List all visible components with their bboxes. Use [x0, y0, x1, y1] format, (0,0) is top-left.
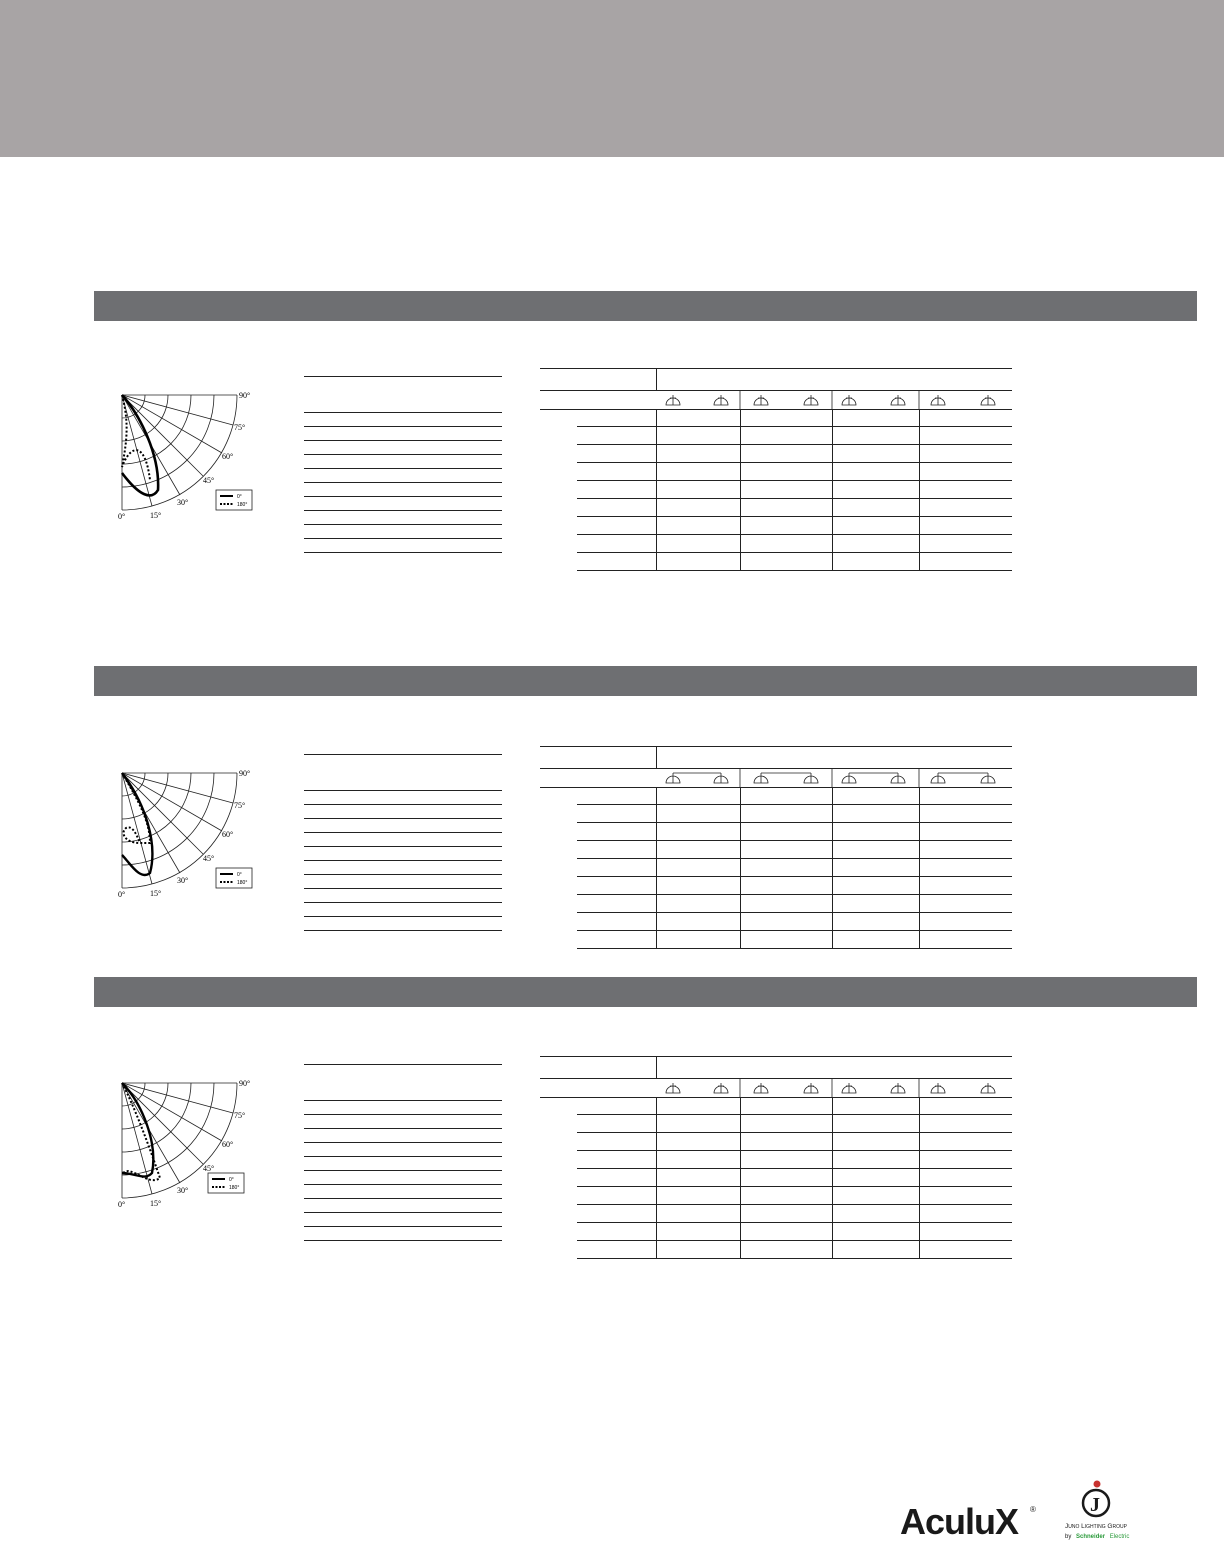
angle-label-60: 60°: [222, 1140, 234, 1149]
table-row: [577, 841, 1012, 859]
curve-180-degree: [122, 395, 150, 480]
polar-distribution-chart-1: [100, 385, 270, 535]
table-row: [304, 805, 502, 819]
section-bar-1: [94, 291, 1197, 321]
table-row: [577, 1241, 1012, 1259]
angle-label-75: 75°: [234, 1111, 246, 1120]
table-row: [304, 1185, 502, 1199]
angle-label-30: 30°: [177, 1186, 189, 1195]
table-row: [304, 917, 502, 931]
angle-label-75: 75°: [234, 423, 246, 432]
fixture-icons: [656, 769, 1012, 787]
angle-label-0: 0°: [118, 890, 126, 899]
table-row: [577, 481, 1012, 499]
section-bar-2: [94, 666, 1197, 696]
spacing-table-header: [540, 746, 1012, 769]
table-row: [577, 1205, 1012, 1223]
table-row: [577, 877, 1012, 895]
angle-label-90: 90°: [239, 769, 251, 778]
table-row: [577, 1151, 1012, 1169]
legend-label-0: 0°: [237, 494, 242, 500]
table-row: [304, 413, 502, 427]
group-logo-by: by: [1065, 1534, 1072, 1540]
group-logo-dot: [1094, 1481, 1101, 1488]
spacing-table-header: [540, 368, 1012, 391]
table-row: [304, 469, 502, 483]
table-row: [577, 517, 1012, 535]
table-row: [577, 823, 1012, 841]
top-header-band: [0, 0, 1224, 157]
curve-180-degree: [122, 773, 150, 843]
fixture-icons-row: [540, 1078, 1012, 1098]
table-row: [577, 913, 1012, 931]
curve-0-degree: [122, 1083, 153, 1177]
table-row: [577, 463, 1012, 481]
fixture-icons-row: [540, 768, 1012, 788]
table-row: [577, 1187, 1012, 1205]
table-row: [304, 1157, 502, 1171]
spacing-grid: [577, 409, 1012, 571]
angle-label-15: 15°: [150, 511, 162, 520]
table-row: [577, 1133, 1012, 1151]
spacing-table-2: [540, 746, 1012, 950]
table-row: [577, 499, 1012, 517]
group-logo-schneider: Schneider: [1076, 1534, 1106, 1540]
table-row: [304, 455, 502, 469]
table-row: [304, 1143, 502, 1157]
table-row: [577, 427, 1012, 445]
angle-label-60: 60°: [222, 830, 234, 839]
curve-0-degree: [122, 395, 158, 495]
table-row: [304, 511, 502, 525]
angle-label-45: 45°: [203, 1164, 215, 1173]
angle-label-45: 45°: [203, 476, 215, 485]
candela-table-header: [304, 1064, 502, 1101]
section-bar-3: [94, 977, 1197, 1007]
brand-logos: [900, 1478, 1140, 1542]
legend-label-180: 180°: [237, 880, 248, 886]
angle-label-60: 60°: [222, 452, 234, 461]
legend-label-0: 0°: [229, 1177, 234, 1183]
chart-legend: [216, 868, 252, 888]
group-logo-line1: Juno Lighting Group: [1065, 1523, 1127, 1530]
table-row: [577, 409, 1012, 427]
angle-label-15: 15°: [150, 1199, 162, 1208]
spacing-grid: [577, 787, 1012, 949]
chart-legend: [208, 1173, 244, 1193]
fixture-icons: [656, 1079, 1012, 1097]
table-row: [577, 553, 1012, 571]
fixture-icons: [656, 391, 1012, 409]
table-row: [577, 1169, 1012, 1187]
table-row: [304, 427, 502, 441]
table-row: [304, 861, 502, 875]
table-row: [304, 889, 502, 903]
table-row: [577, 1115, 1012, 1133]
legend-label-180: 180°: [229, 1185, 240, 1191]
table-row: [304, 1101, 502, 1115]
group-logo-letter: J: [1090, 1494, 1100, 1516]
table-row: [577, 1223, 1012, 1241]
svg-text:by Schneider Elect: [1065, 1534, 1129, 1540]
curve-180-degree: [122, 1083, 160, 1180]
table-row: [577, 931, 1012, 949]
candela-table-3: [304, 1064, 502, 1241]
table-row: [304, 903, 502, 917]
chart-legend: [216, 490, 252, 510]
fixture-icons-row: [540, 390, 1012, 410]
registered-mark: ®: [1030, 1505, 1036, 1514]
legend-label-0: 0°: [237, 872, 242, 878]
table-row: [577, 445, 1012, 463]
table-row: [577, 1097, 1012, 1115]
table-row: [304, 483, 502, 497]
table-row: [577, 535, 1012, 553]
table-row: [304, 441, 502, 455]
polar-distribution-chart-3: [100, 1073, 270, 1223]
table-row: [304, 847, 502, 861]
group-logo-electric: Electric: [1109, 1534, 1130, 1540]
table-row: [304, 875, 502, 889]
table-row: [304, 791, 502, 805]
table-row: [304, 525, 502, 539]
table-row: [577, 895, 1012, 913]
candela-table-2: [304, 754, 502, 931]
angle-label-90: 90°: [239, 1079, 251, 1088]
angle-label-0: 0°: [118, 512, 126, 521]
angle-label-0: 0°: [118, 1200, 126, 1209]
angle-label-30: 30°: [177, 498, 189, 507]
table-row: [304, 1115, 502, 1129]
polar-distribution-chart-2: [100, 763, 270, 913]
candela-table-header: [304, 376, 502, 413]
table-row: [304, 1129, 502, 1143]
table-row: [304, 497, 502, 511]
spacing-table-3: [540, 1056, 1012, 1260]
aculux-logo: AculuX: [900, 1501, 1019, 1542]
spacing-table-1: [540, 368, 1012, 572]
table-row: [304, 833, 502, 847]
table-row: [304, 539, 502, 553]
table-row: [304, 1213, 502, 1227]
table-row: [304, 1227, 502, 1241]
angle-label-45: 45°: [203, 854, 215, 863]
table-row: [304, 1171, 502, 1185]
table-row: [577, 787, 1012, 805]
footer-logos: [900, 1478, 1140, 1542]
angle-label-30: 30°: [177, 876, 189, 885]
angle-label-15: 15°: [150, 889, 162, 898]
table-row: [577, 859, 1012, 877]
angle-label-90: 90°: [239, 391, 251, 400]
angle-label-75: 75°: [234, 801, 246, 810]
table-row: [304, 1199, 502, 1213]
table-row: [304, 819, 502, 833]
table-row: [577, 805, 1012, 823]
spacing-table-header: [540, 1056, 1012, 1079]
spacing-grid: [577, 1097, 1012, 1259]
candela-table-1: [304, 376, 502, 553]
candela-table-header: [304, 754, 502, 791]
legend-label-180: 180°: [237, 502, 248, 508]
